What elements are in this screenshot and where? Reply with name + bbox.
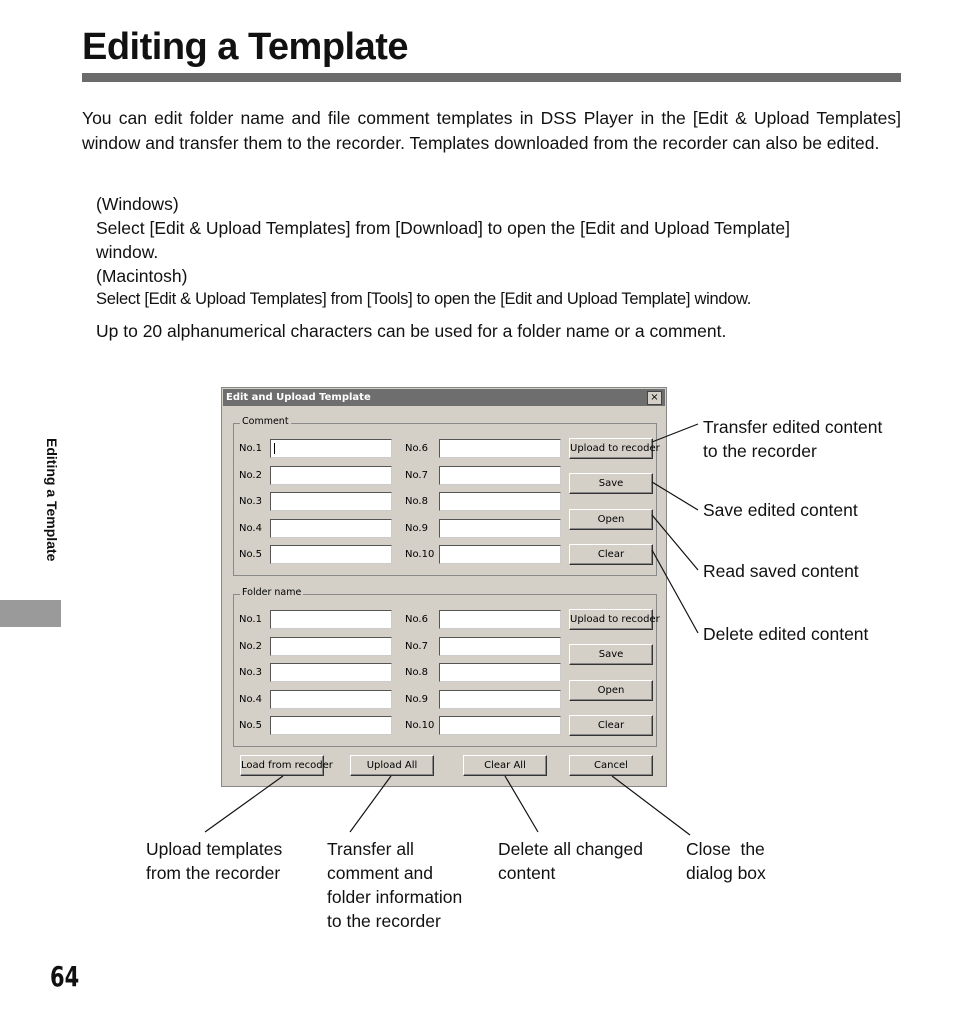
comment-save-button[interactable]: Save (569, 473, 653, 494)
callout-close (686, 837, 766, 885)
comment-label-10: No.10 (405, 549, 435, 560)
callout-read-saved: Read saved content (703, 561, 859, 581)
comment-label-9: No.9 (405, 523, 428, 534)
callout-transfer-all-line2: comment and (327, 863, 434, 883)
callout-transfer-all (327, 837, 462, 933)
mac-instruction: Select [Edit & Upload Templates] from [Tools] to open the [Edit and Upload Template] window. (96, 290, 752, 308)
leader-save (652, 482, 698, 510)
comment-label-8: No.8 (405, 496, 428, 507)
folder-open-button[interactable]: Open (569, 680, 653, 701)
dialog-title: Edit and Upload Template (226, 392, 371, 403)
mac-heading: (Macintosh) (96, 266, 188, 286)
windows-instruction-line2: window. (96, 242, 159, 262)
folder-label-4: No.4 (239, 694, 262, 705)
callout-delete-all (498, 837, 643, 885)
folder-save-button[interactable]: Save (569, 644, 653, 665)
load-from-recorder-button[interactable]: Load from recoder (240, 755, 324, 776)
cancel-button[interactable]: Cancel (569, 755, 653, 776)
comment-open-button[interactable]: Open (569, 509, 653, 530)
leader-clear-all (505, 776, 538, 832)
folder-label-1: No.1 (239, 614, 262, 625)
folder-upload-button[interactable]: Upload to recoder (569, 609, 653, 630)
callout-transfer-all-line3: folder information (327, 887, 463, 907)
comment-label-4: No.4 (239, 523, 262, 534)
folder-label-10: No.10 (405, 720, 435, 731)
page-number: 64 (50, 960, 80, 993)
leader-cancel (612, 776, 690, 835)
leader-load-from-recorder (205, 776, 283, 832)
callout-close-line1: Close the (686, 839, 765, 859)
leader-upload-all (350, 776, 391, 832)
callout-transfer-all-line4: to the recorder (327, 911, 441, 931)
intro-paragraph: You can edit folder name and file comment templates in DSS Player in the [Edit & Upload Templates] window and transfer them to the recorder. Templates downloaded from the recorder can also be edited. (82, 108, 901, 153)
comment-clear-button[interactable]: Clear (569, 544, 653, 565)
callout-delete-edited: Delete edited content (703, 624, 869, 644)
folder-label-2: No.2 (239, 641, 262, 652)
limit-note: Up to 20 alphanumerical characters can be used for a folder name or a comment. (96, 321, 727, 341)
windows-instruction-line1: Select [Edit & Upload Templates] from [Download] to open the [Edit and Upload Template] (96, 218, 790, 238)
folder-clear-button[interactable]: Clear (569, 715, 653, 736)
folder-group-label: Folder name (242, 587, 302, 598)
callout-close-line2: dialog box (686, 863, 766, 883)
comment-label-5: No.5 (239, 549, 262, 560)
comment-label-6: No.6 (405, 443, 428, 454)
callout-upload-templates (146, 837, 282, 885)
comment-label-1: No.1 (239, 443, 262, 454)
folder-label-6: No.6 (405, 614, 428, 625)
windows-heading: (Windows) (96, 194, 179, 214)
folder-label-5: No.5 (239, 720, 262, 731)
comment-label-3: No.3 (239, 496, 262, 507)
callout-transfer-all-line1: Transfer all (327, 839, 414, 859)
callout-upload-templates-line1: Upload templates (146, 839, 283, 859)
callout-transfer-edited-line1: Transfer edited content (703, 417, 883, 437)
folder-label-3: No.3 (239, 667, 262, 678)
leader-upload (652, 424, 698, 442)
clear-all-button[interactable]: Clear All (463, 755, 547, 776)
callout-upload-templates-line2: from the recorder (146, 863, 281, 883)
comment-upload-button[interactable]: Upload to recoder (569, 438, 653, 459)
comment-group-label: Comment (242, 416, 289, 427)
folder-label-9: No.9 (405, 694, 428, 705)
folder-label-7: No.7 (405, 641, 428, 652)
callout-transfer-edited (703, 415, 882, 463)
folder-label-8: No.8 (405, 667, 428, 678)
comment-label-2: No.2 (239, 470, 262, 481)
comment-label-7: No.7 (405, 470, 428, 481)
callout-delete-all-line1: Delete all changed (498, 839, 643, 859)
callout-transfer-edited-line2: to the recorder (703, 441, 817, 461)
callout-save-edited: Save edited content (703, 500, 858, 520)
side-section-text: Editing a Template (44, 438, 60, 562)
callout-delete-all-line2: content (498, 863, 556, 883)
page-title: Editing a Template (82, 26, 409, 68)
upload-all-button[interactable]: Upload All (350, 755, 434, 776)
close-icon[interactable]: × (647, 391, 662, 405)
